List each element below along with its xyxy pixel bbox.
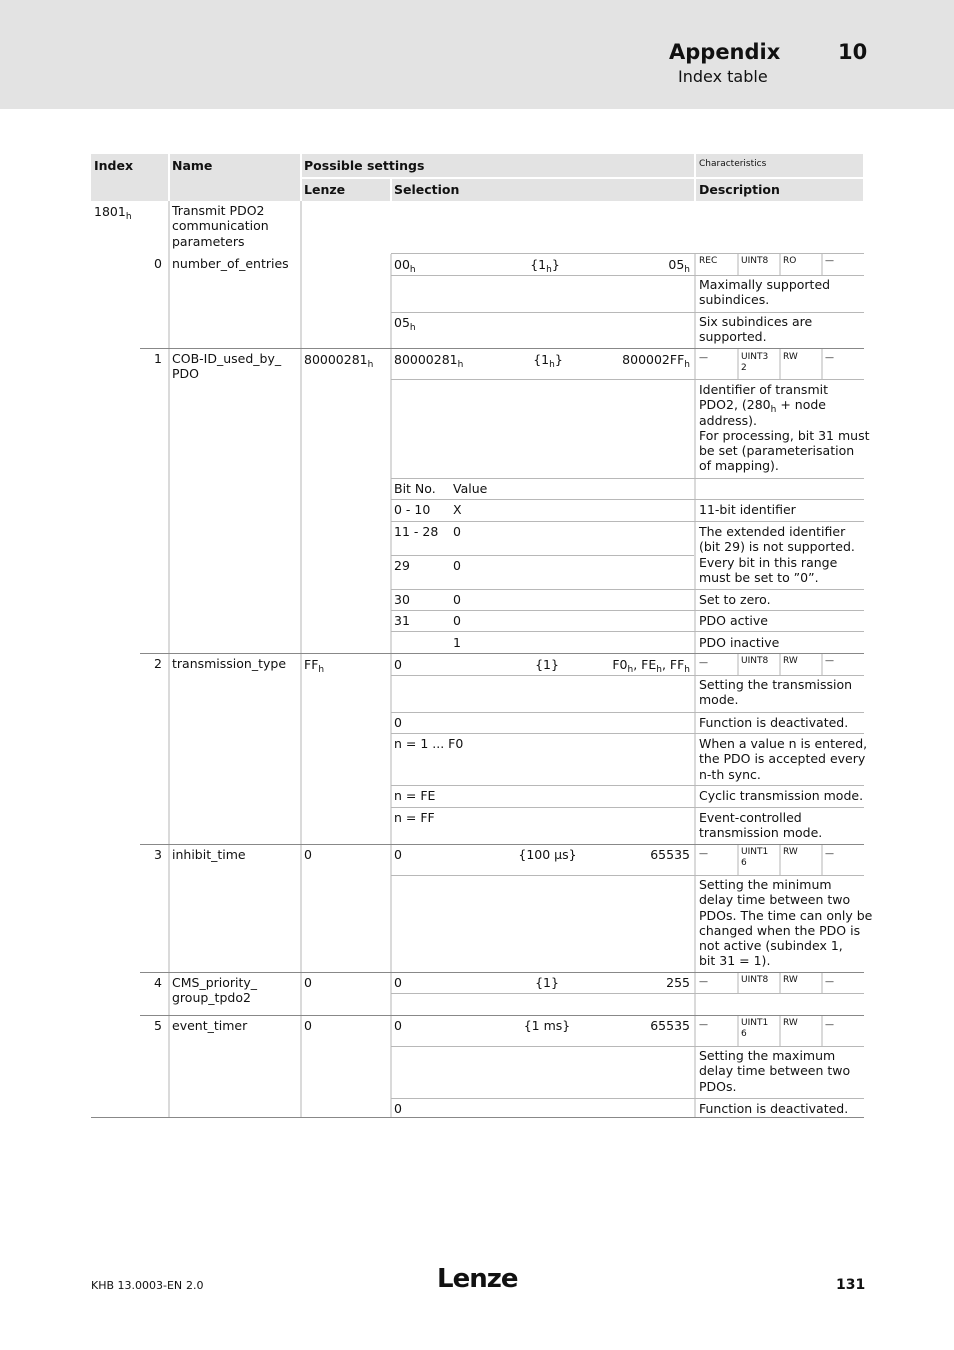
row-rule	[391, 312, 864, 313]
bit-description: PDO active	[699, 613, 768, 628]
col-sep	[779, 1016, 781, 1046]
bit-description: Set to zero.	[699, 592, 771, 607]
row-rule	[140, 348, 864, 349]
lenze-default: 0	[304, 975, 312, 990]
char-type: —	[699, 977, 708, 987]
object-index: $1801_h$	[94, 204, 132, 222]
selection-min: $00_h$	[394, 257, 416, 275]
selection-max: $05_h$	[668, 257, 690, 275]
selection-value: 0	[394, 715, 402, 730]
char-flag: —	[825, 849, 834, 859]
bit-number: 0 - 10	[394, 502, 431, 517]
row-rule	[391, 275, 864, 276]
char-datatype: UINT8	[741, 256, 769, 266]
bit-number: 30	[394, 592, 410, 607]
col-header-possible-settings: Possible settings	[304, 158, 425, 173]
subindex-number: 4	[154, 975, 162, 990]
col-sep	[737, 845, 739, 875]
bit-value: 0	[453, 558, 461, 573]
row-rule	[391, 712, 864, 713]
selection-description: Event-controlled transmission mode.	[699, 810, 823, 841]
selection-description: Function is deactivated.	[699, 1101, 849, 1116]
selection-max: 65535	[650, 1018, 690, 1033]
selection-step: $\{1_h\}$	[533, 352, 563, 370]
bit-value: 0	[453, 592, 461, 607]
subindex-description: Setting the transmission mode.	[699, 677, 853, 708]
selection-description: Function is deactivated.	[699, 715, 849, 730]
col-header-selection: Selection	[394, 182, 460, 197]
char-access: RW	[783, 656, 798, 666]
col-header-lenze: Lenze	[304, 182, 346, 197]
row-rule	[140, 1015, 864, 1016]
row-rule	[391, 555, 694, 556]
bit-value: 0	[453, 524, 461, 539]
col-sep	[821, 845, 823, 875]
selection-step: {1}	[535, 657, 559, 672]
subindex-description: Setting the maximum delay time between two PDOs.	[699, 1048, 851, 1094]
col-header-index: Index	[94, 158, 134, 173]
selection-value: n = FF	[394, 810, 435, 825]
row-rule	[140, 844, 864, 845]
subindex-number: 1	[154, 351, 162, 366]
char-type: —	[699, 353, 708, 363]
bit-number: 11 - 28	[394, 524, 439, 539]
selection-description: When a value n is entered, the PDO is accepted every n-th sync.	[699, 736, 868, 782]
row-rule	[391, 478, 864, 479]
selection-min: 0	[394, 847, 402, 862]
row-rule	[391, 610, 864, 611]
selection-min: 0	[394, 657, 402, 672]
bit-number: 29	[394, 558, 410, 573]
col-sep	[821, 254, 823, 275]
col-sep	[737, 654, 739, 675]
char-type: REC	[699, 256, 718, 266]
row-rule	[391, 521, 864, 522]
selection-step: {1}	[535, 975, 559, 990]
object-name: Transmit PDO2 communication parameters	[172, 203, 269, 249]
lenze-default: $80000281_h$	[304, 352, 374, 370]
page-header-band	[0, 0, 954, 109]
char-flag: —	[825, 353, 834, 363]
bit-number: 31	[394, 613, 410, 628]
char-type: —	[699, 849, 708, 859]
row-rule	[391, 993, 864, 994]
subindex-number: 2	[154, 656, 162, 671]
page-number: 131	[836, 1277, 866, 1293]
selection-step: {100 µs}	[518, 847, 577, 862]
subindex-number: 3	[154, 847, 162, 862]
char-datatype: UINT1 6	[741, 1018, 769, 1039]
char-access: RW	[783, 975, 798, 985]
subindex-name: number_of_entries	[172, 256, 289, 271]
col-header-characteristics: Characteristics	[699, 159, 767, 169]
char-type: —	[699, 658, 708, 668]
subindex-number: 0	[154, 256, 162, 271]
lenze-default: $FF_h$	[304, 657, 325, 675]
col-sep	[821, 349, 823, 379]
bit-header-value: Value	[453, 481, 488, 496]
subindex-name: transmission_type	[172, 656, 287, 671]
char-flag: —	[825, 977, 834, 987]
col-sep	[779, 845, 781, 875]
char-flag: —	[825, 256, 834, 266]
selection-step: {1 ms}	[523, 1018, 571, 1033]
row-rule	[391, 499, 864, 500]
row-rule	[391, 631, 864, 632]
selection-value: n = FE	[394, 788, 436, 803]
char-flag: —	[825, 656, 834, 666]
row-rule	[391, 589, 864, 590]
selection-value: n = 1 ... F0	[394, 736, 464, 751]
col-header-name: Name	[172, 158, 213, 173]
col-sep	[779, 349, 781, 379]
row-rule	[391, 675, 864, 676]
char-access: RO	[783, 256, 797, 266]
subindex-number: 5	[154, 1018, 162, 1033]
col-sep	[694, 254, 696, 1118]
col-sep	[779, 973, 781, 993]
col-sep	[737, 1016, 739, 1046]
col-sep	[737, 254, 739, 275]
selection-min: 0	[394, 1018, 402, 1033]
col-sep	[779, 254, 781, 275]
char-access: RW	[783, 352, 798, 362]
lenze-logo: Lenze	[437, 1264, 518, 1294]
selection-max: $F0_h$, $FE_h$, $FF_h$	[612, 657, 690, 675]
selection-max: 255	[666, 975, 690, 990]
subindex-description: Maximally supported subindices.	[699, 277, 831, 308]
selection-max: 65535	[650, 847, 690, 862]
char-access: RW	[783, 1018, 798, 1028]
document-number: KHB 13.0003-EN	[91, 1279, 183, 1292]
row-rule	[391, 253, 864, 254]
bit-header-bit: Bit No.	[394, 481, 436, 496]
section-subtitle: Index table	[678, 67, 768, 86]
row-rule	[391, 1046, 864, 1047]
bit-value: 1	[453, 635, 461, 650]
subindex-description: Identifier of transmit PDO2, ($280_h$ + node address). For processing, bit 31 must be set (parameterisation of mapping).	[699, 382, 870, 474]
row-rule	[391, 875, 864, 876]
selection-value: $05_h$	[394, 315, 416, 333]
char-datatype: UINT1 6	[741, 847, 769, 868]
col-sep	[821, 1016, 823, 1046]
row-rule	[391, 733, 864, 734]
selection-max: $800002FF_h$	[622, 352, 690, 370]
document-version: 2.0	[186, 1279, 204, 1292]
row-rule	[391, 807, 864, 808]
subindex-name: inhibit_time	[172, 847, 246, 862]
selection-description: Cyclic transmission mode.	[699, 788, 864, 803]
col-sep	[737, 973, 739, 993]
selection-step: $\{1_h\}$	[530, 257, 560, 275]
col-sep	[821, 654, 823, 675]
selection-description: Six subindices are supported.	[699, 314, 813, 345]
row-rule	[391, 379, 864, 380]
bit-description: The extended identifier (bit 29) is not supported. Every bit in this range must be set to ”0”.	[699, 524, 855, 585]
row-rule	[391, 1098, 864, 1099]
subindex-name: CMS_priority_ group_tpdo2	[172, 975, 258, 1006]
subindex-name: COB-ID_used_by_ PDO	[172, 351, 282, 382]
selection-min: 0	[394, 975, 402, 990]
char-datatype: UINT8	[741, 975, 769, 985]
bit-description: PDO inactive	[699, 635, 780, 650]
lenze-default: 0	[304, 1018, 312, 1033]
selection-min: $80000281_h$	[394, 352, 464, 370]
chapter-title: Appendix	[669, 40, 781, 64]
row-rule	[140, 972, 864, 973]
subindex-name: event_timer	[172, 1018, 248, 1033]
col-sep	[300, 201, 302, 1118]
col-header-description: Description	[699, 182, 780, 197]
char-flag: —	[825, 1020, 834, 1030]
bit-value: 0	[453, 613, 461, 628]
col-sep	[779, 654, 781, 675]
bit-description: 11-bit identifier	[699, 502, 796, 517]
col-sep	[168, 201, 170, 1118]
bit-value: X	[453, 502, 462, 517]
subindex-description: Setting the minimum delay time between two PDOs. The time can only be changed when the PDO is not active (subindex 1, bit 31 = 1).	[699, 877, 873, 969]
char-type: —	[699, 1020, 708, 1030]
row-rule	[391, 785, 864, 786]
selection-value: 0	[394, 1101, 402, 1116]
char-access: RW	[783, 847, 798, 857]
row-rule	[140, 653, 864, 654]
chapter-number: 10	[838, 40, 868, 64]
col-sep	[390, 254, 392, 1118]
col-sep	[821, 973, 823, 993]
lenze-default: 0	[304, 847, 312, 862]
char-datatype: UINT3 2	[741, 352, 769, 373]
col-sep	[737, 349, 739, 379]
table-bottom-rule	[91, 1117, 864, 1118]
char-datatype: UINT8	[741, 656, 769, 666]
